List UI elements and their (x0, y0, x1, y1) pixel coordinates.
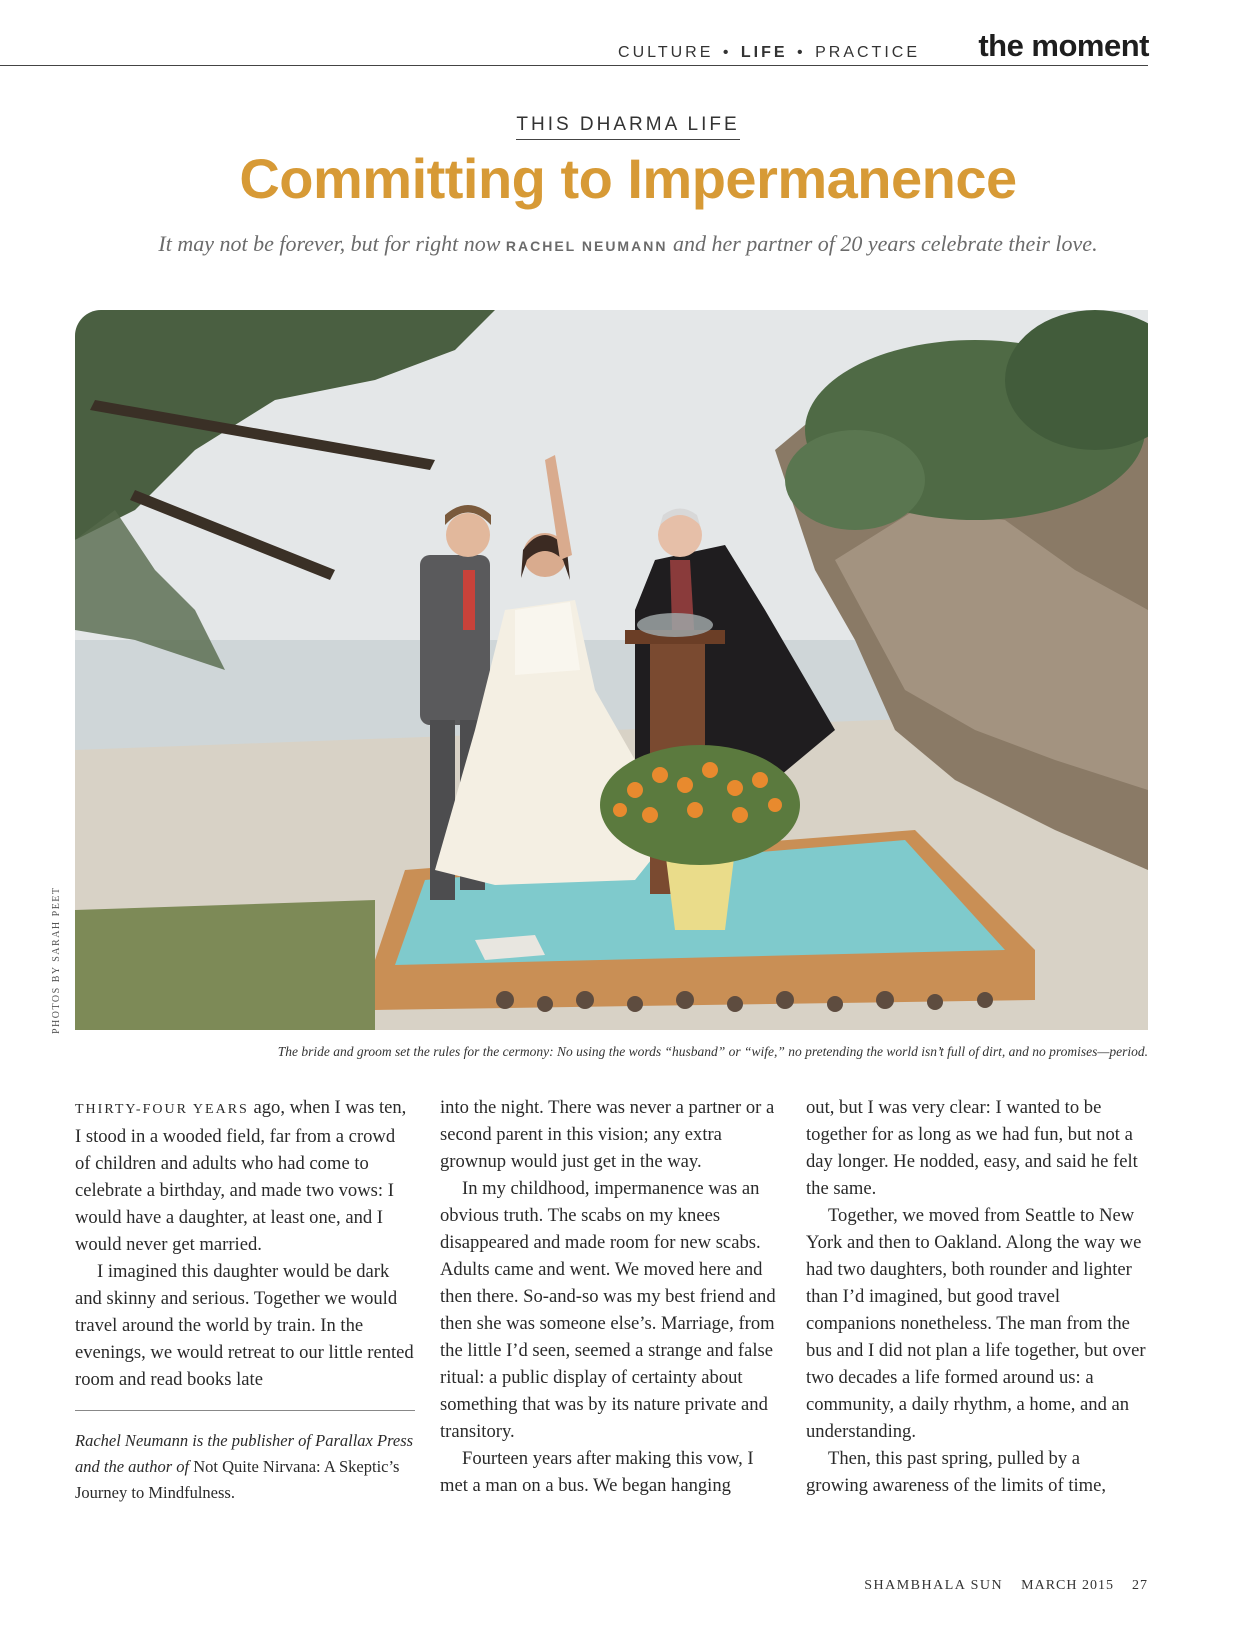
body-column-1 (75, 1094, 415, 1393)
paragraph: Then, this past spring, pulled by a growing awareness of the limits of time, (806, 1448, 1107, 1496)
paragraph: In my childhood, impermanence was an obvious truth. The scabs on my knees disappeared and made room for new scabs. Adults came and went. We moved here and then there. So-and-so was my best friend and then she was someone else’s. Marriage, from the little I’d seen, seemed a strange and false ritual: a public display of certainty about something that was by its nature private and transitory. (440, 1178, 776, 1442)
paragraph-text: ago, when I was ten, I stood in a wooded field, far from a crowd of children and adults who had come to celebrate a birthday, and made two vows: I would have a daughter, at least one, and I would never get married. (75, 1097, 407, 1255)
body-column-3 (806, 1094, 1146, 1499)
paragraph: Together, we moved from Seattle to New York and then to Oakland. Along the way we had two daughters, both rounder and lighter than I’d imagined, but good travel companions nonetheless. The man from the bus and I did not plan a life together, but over two decades a life formed around us: a community, a daily rhythm, a home, and an understanding. (806, 1205, 1146, 1442)
bio-book-title: Not Quite Nirvana: A Skeptic’s Journey to Mindfulness. (75, 1457, 400, 1502)
deck-author: RACHEL NEUMANN (505, 238, 668, 254)
section-nav (618, 44, 920, 62)
page-number: 27 (1132, 1578, 1148, 1593)
photo-credit: PHOTOS BY SARAH PEET (51, 886, 62, 1034)
kicker-text: THIS DHARMA LIFE (516, 114, 739, 140)
wedding-photo (75, 310, 1148, 1030)
deck-after: and her partner of 20 years celebrate their love. (672, 231, 1098, 256)
deck-before: It may not be forever, but for right now (158, 231, 501, 256)
paragraph: out, but I was very clear: I wanted to be together for as long as we had fun, but not a day longer. He nodded, easy, and said he felt the same. (806, 1097, 1138, 1199)
paragraph: into the night. There was never a partner or a second parent in this vision; any extra grownup would just get in the way. (440, 1097, 775, 1172)
kicker (0, 114, 1256, 136)
nav-separator: • (797, 44, 806, 61)
article-deck (0, 231, 1256, 257)
page-footer (846, 1578, 1148, 1594)
paragraph: Fourteen years after making this vow, I met a man on a bus. We began hanging (440, 1448, 754, 1496)
bio-rule (75, 1410, 415, 1411)
paragraph: I imagined this daughter would be dark and skinny and serious. Together we would travel around the world by train. In the evenings, we would retreat to our little rented room and read books late (75, 1261, 414, 1390)
nav-practice: PRACTICE (815, 44, 920, 61)
wedding-photo-illustration (75, 310, 1148, 1030)
publication-name: SHAMBHALA SUN (864, 1578, 1004, 1593)
nav-culture: CULTURE (618, 44, 714, 61)
paragraph (75, 1094, 415, 1258)
lead-in: THIRTY-FOUR YEARS (75, 1102, 249, 1117)
header-rule (0, 65, 1148, 66)
author-bio (75, 1428, 415, 1506)
article-title: Committing to Impermanence (239, 147, 1017, 210)
body-column-2 (440, 1094, 780, 1499)
nav-separator: • (722, 44, 732, 61)
photo-caption: The bride and groom set the rules for the cermony: No using the words “husband” or “wife,” no pretending the world isn’t full of dirt, and no promises—period. (277, 1044, 1148, 1059)
section-title: the moment (978, 28, 1149, 63)
issue-date: MARCH 2015 (1021, 1578, 1114, 1593)
nav-life: LIFE (740, 44, 788, 61)
bio-text: Rachel Neumann is the publisher of Parallax Press and the author of (75, 1431, 414, 1476)
